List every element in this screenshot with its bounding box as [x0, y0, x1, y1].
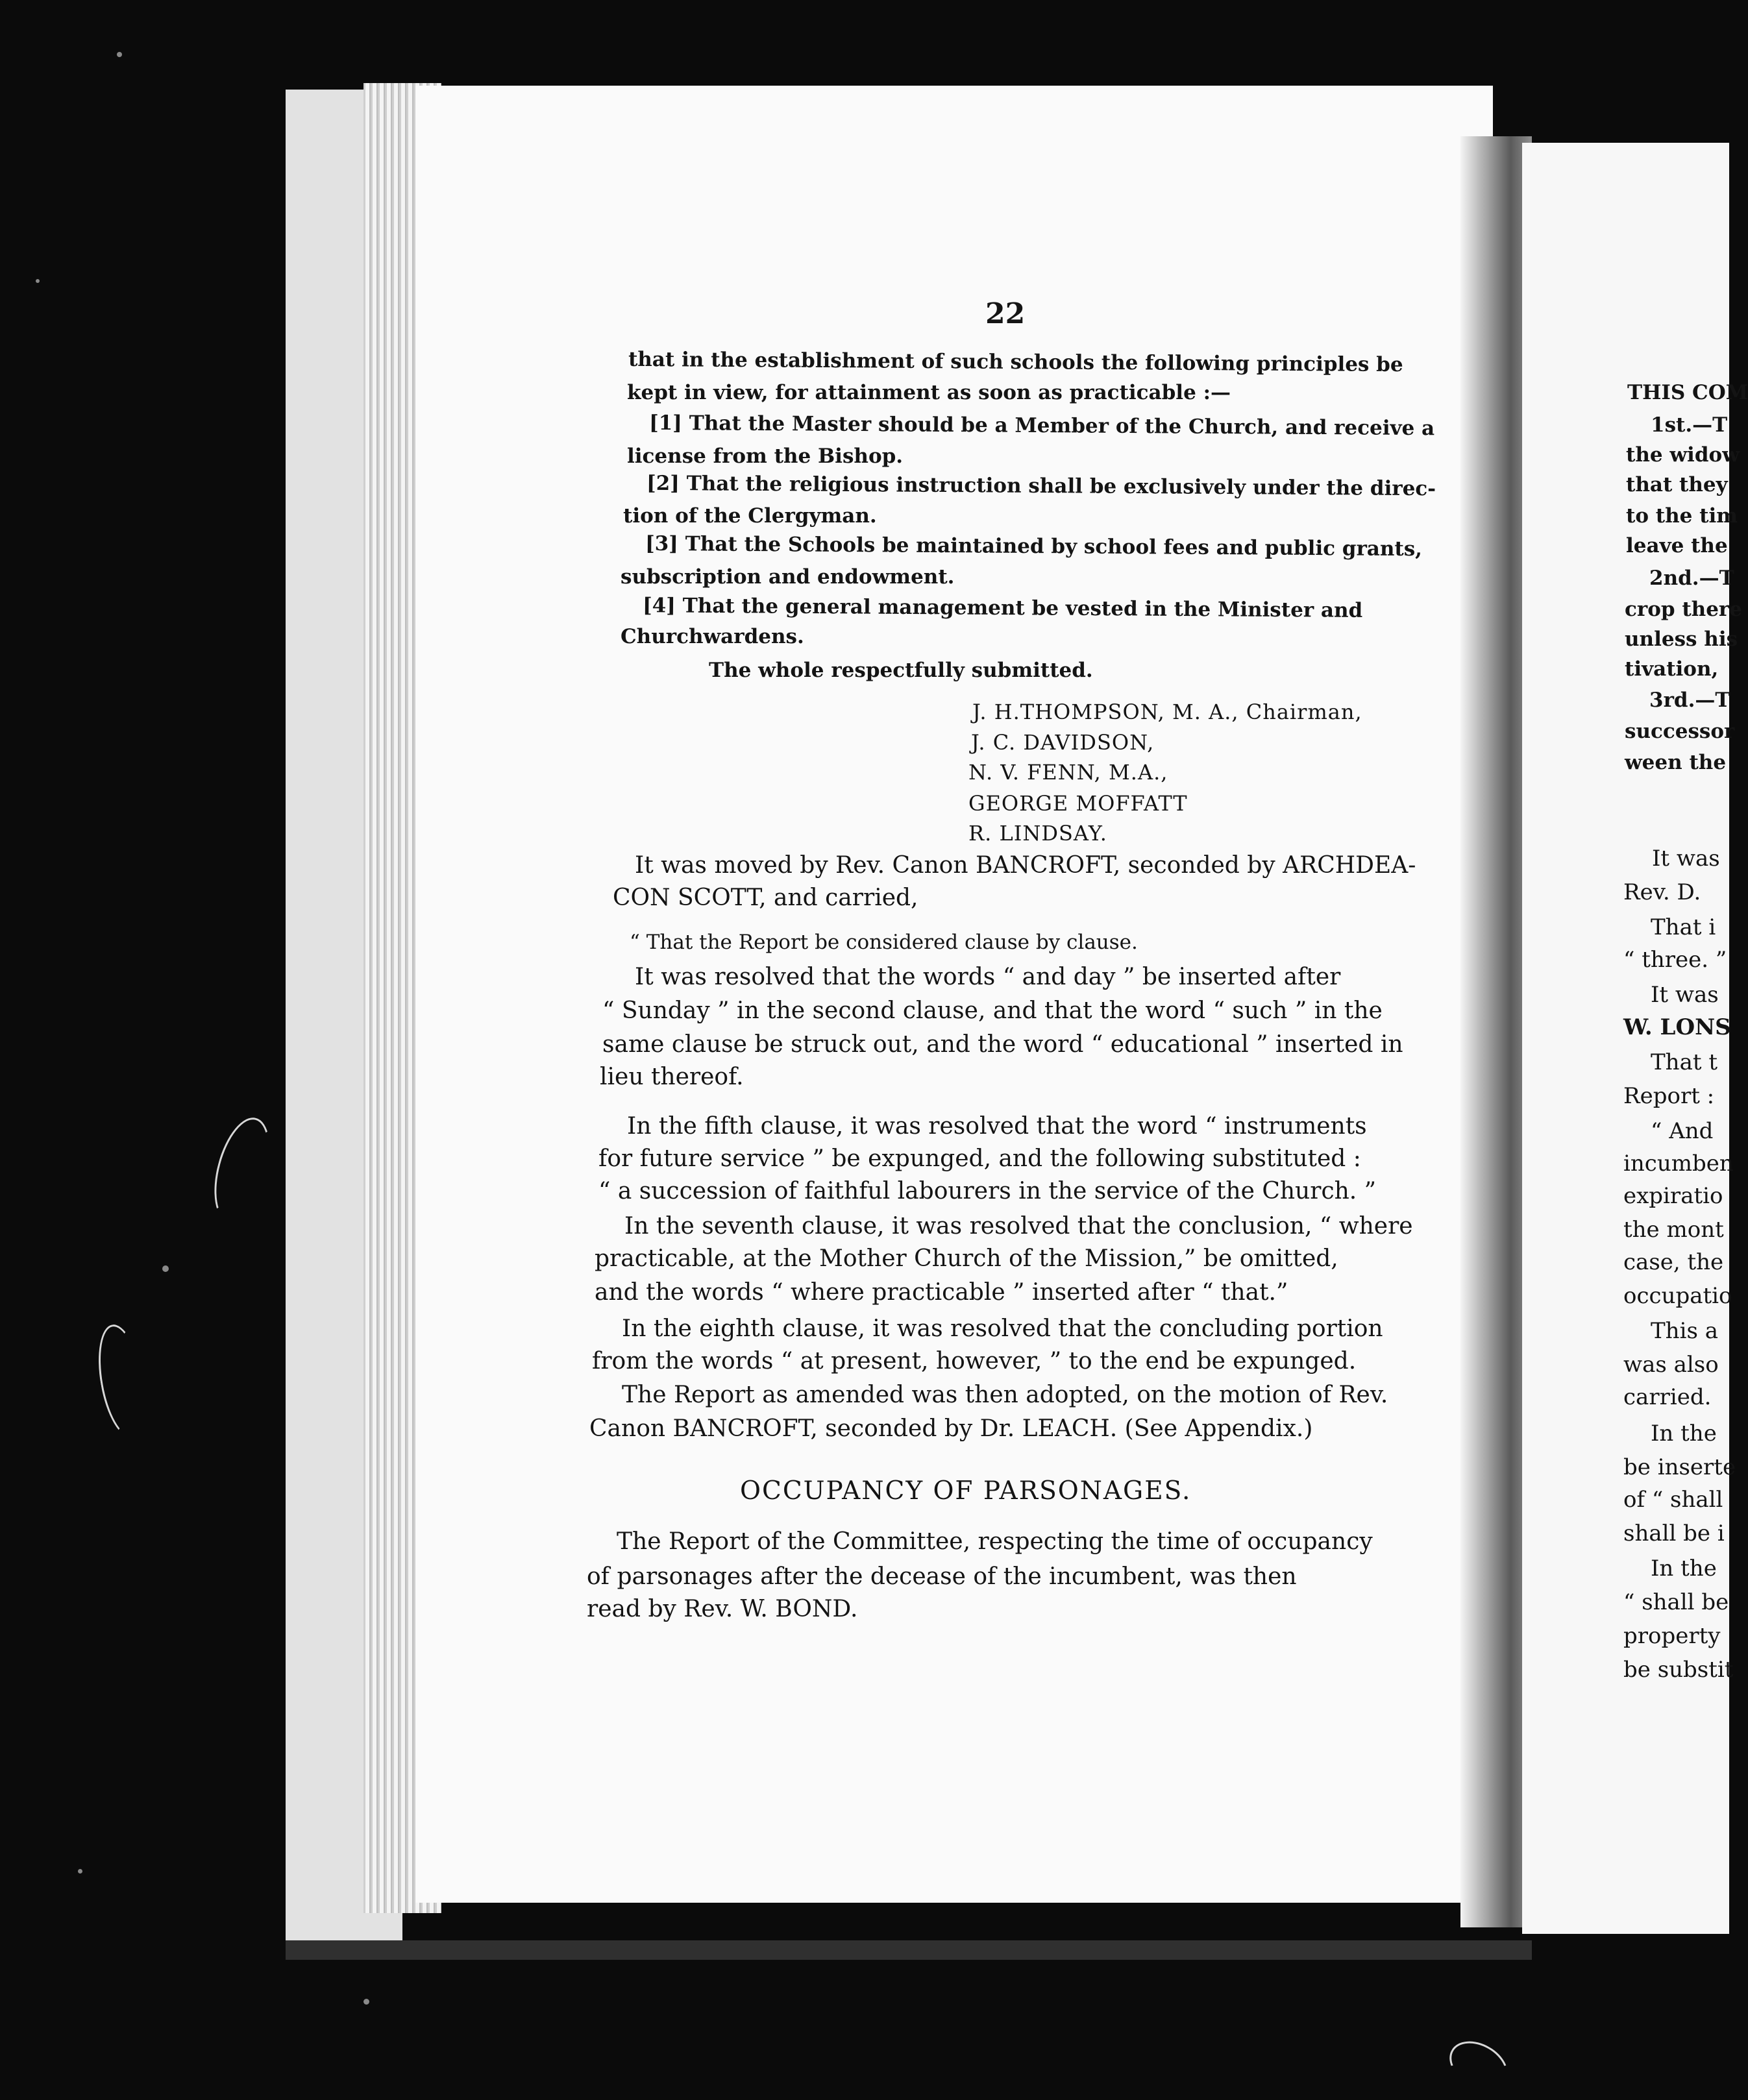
fiber-scratch: [91, 1321, 153, 1441]
text-line: The Report as amended was then adopted, on the motion of Rev.: [622, 1382, 1388, 1408]
text-line: “ That the Report be considered clause by clause.: [630, 931, 1138, 954]
text-line: W. LONS: [1623, 1014, 1731, 1040]
text-line: It was: [1652, 846, 1720, 872]
dust-speck: [117, 52, 122, 57]
text-line: read by Rev. W. BOND.: [587, 1596, 858, 1622]
dust-speck: [363, 1999, 369, 2005]
text-line: CON SCOTT, and carried,: [613, 885, 918, 911]
text-line: shall be i: [1623, 1520, 1725, 1546]
text-line: kept in view, for attainment as soon as practicable :—: [627, 381, 1231, 404]
text-line: from the words “ at present, however, ” to the end be expunged.: [592, 1348, 1357, 1374]
text-line: [1] That the Master should be a Member of the Church, and receive a: [648, 411, 1435, 441]
signature-line: J. C. DAVIDSON,: [971, 730, 1155, 755]
text-line: 1st.—T: [1651, 413, 1728, 437]
text-line: ween the: [1625, 751, 1727, 774]
text-line: unless his: [1625, 628, 1738, 651]
text-line: In the eighth clause, it was resolved that the concluding portion: [622, 1315, 1383, 1342]
text-line: of parsonages after the decease of the incumbent, was then: [587, 1563, 1297, 1590]
dust-speck: [162, 1265, 169, 1272]
text-line: It was resolved that the words “ and day ” be inserted after: [635, 964, 1341, 990]
text-line: to the tim: [1626, 504, 1738, 528]
text-line: incumben: [1623, 1151, 1734, 1177]
signature-line: J. H.THOMPSON, M. A., Chairman,: [972, 700, 1362, 724]
text-line: be inserte: [1623, 1454, 1736, 1480]
text-line: that they: [1626, 473, 1728, 496]
text-line: leave the: [1626, 534, 1728, 557]
text-line: of “ shall: [1623, 1487, 1723, 1513]
text-line: 2nd.—T: [1649, 567, 1734, 590]
dust-speck: [78, 1869, 82, 1874]
text-line: It was: [1651, 982, 1719, 1008]
text-line: Report :: [1623, 1083, 1715, 1109]
text-line: “ shall be: [1623, 1589, 1729, 1615]
text-line: was also: [1623, 1352, 1719, 1378]
text-line: property: [1623, 1623, 1721, 1649]
text-line: “ And: [1651, 1118, 1714, 1144]
text-line: occupatio: [1623, 1283, 1732, 1309]
text-line: successor: [1625, 720, 1735, 743]
right-page: [1522, 143, 1748, 1934]
text-line: In the fifth clause, it was resolved that the word “ instruments: [627, 1113, 1367, 1140]
text-line: It was moved by Rev. Canon BANCROFT, seconded by ARCHDEA-: [635, 852, 1416, 879]
text-line: [4] That the general management be vested in the Minister and: [642, 594, 1363, 622]
text-line: Rev. D.: [1623, 879, 1701, 905]
text-line: The whole respectfully submitted.: [709, 659, 1093, 682]
signature-line: GEORGE MOFFATT: [968, 791, 1188, 816]
signature-line: N. V. FENN, M.A.,: [968, 760, 1168, 785]
text-line: case, the: [1623, 1249, 1724, 1275]
text-line: for future service ” be expunged, and the following substituted :: [598, 1145, 1361, 1172]
text-line: That t: [1651, 1049, 1717, 1075]
text-line: Churchwardens.: [621, 625, 804, 648]
text-line: THIS COM: [1627, 381, 1748, 404]
text-line: Canon BANCROFT, seconded by Dr. LEACH. (See Appendix.): [589, 1415, 1313, 1442]
text-line: and the words “ where practicable ” inserted after “ that.”: [595, 1279, 1288, 1306]
text-line: [2] That the religious instruction shall be exclusively under the direc-: [646, 471, 1436, 501]
text-line: “ three. ”: [1623, 947, 1727, 973]
book-bottom-edge: [286, 1940, 1532, 1960]
text-line: same clause be struck out, and the word “ educational ” inserted in: [602, 1031, 1403, 1058]
text-line: In the: [1651, 1421, 1717, 1447]
text-line: be substit: [1623, 1657, 1734, 1683]
fiber-scratch: [1441, 2031, 1516, 2099]
fiber-scratch: [204, 1112, 280, 1228]
text-line: [3] That the Schools be maintained by school fees and public grants,: [645, 531, 1423, 561]
text-line: the mont: [1623, 1217, 1724, 1243]
text-line: carried.: [1623, 1384, 1712, 1410]
text-line: “ Sunday ” in the second clause, and that the word “ such ” in the: [602, 997, 1383, 1024]
text-line: This a: [1651, 1318, 1718, 1344]
text-line: crop there: [1625, 598, 1742, 621]
text-line: subscription and endowment.: [621, 565, 955, 589]
text-line: the widow: [1626, 443, 1740, 467]
text-line: that in the establishment of such schools the following principles be: [628, 347, 1403, 377]
text-line: 3rd.—T: [1649, 689, 1730, 712]
text-line: lieu thereof.: [600, 1064, 744, 1090]
text-line: In the seventh clause, it was resolved that the conclusion, “ where: [624, 1213, 1413, 1239]
text-line: The Report of the Committee, respecting the time of occupancy: [617, 1528, 1373, 1555]
text-line: tivation,: [1625, 657, 1719, 681]
text-line: tion of the Clergyman.: [623, 504, 877, 528]
dust-speck: [36, 279, 40, 283]
text-line: That i: [1651, 914, 1716, 940]
page-number: 22: [985, 297, 1026, 330]
text-line: In the: [1651, 1556, 1717, 1581]
book-gutter: [1460, 136, 1532, 1927]
text-line: license from the Bishop.: [627, 445, 904, 468]
signature-line: R. LINDSAY.: [968, 821, 1107, 846]
text-line: practicable, at the Mother Church of the Mission,” be omitted,: [595, 1245, 1338, 1272]
section-heading: OCCUPANCY OF PARSONAGES.: [740, 1476, 1192, 1506]
text-line: “ a succession of faithful labourers in the service of the Church. ”: [598, 1178, 1377, 1204]
text-line: expiratio: [1623, 1183, 1723, 1209]
